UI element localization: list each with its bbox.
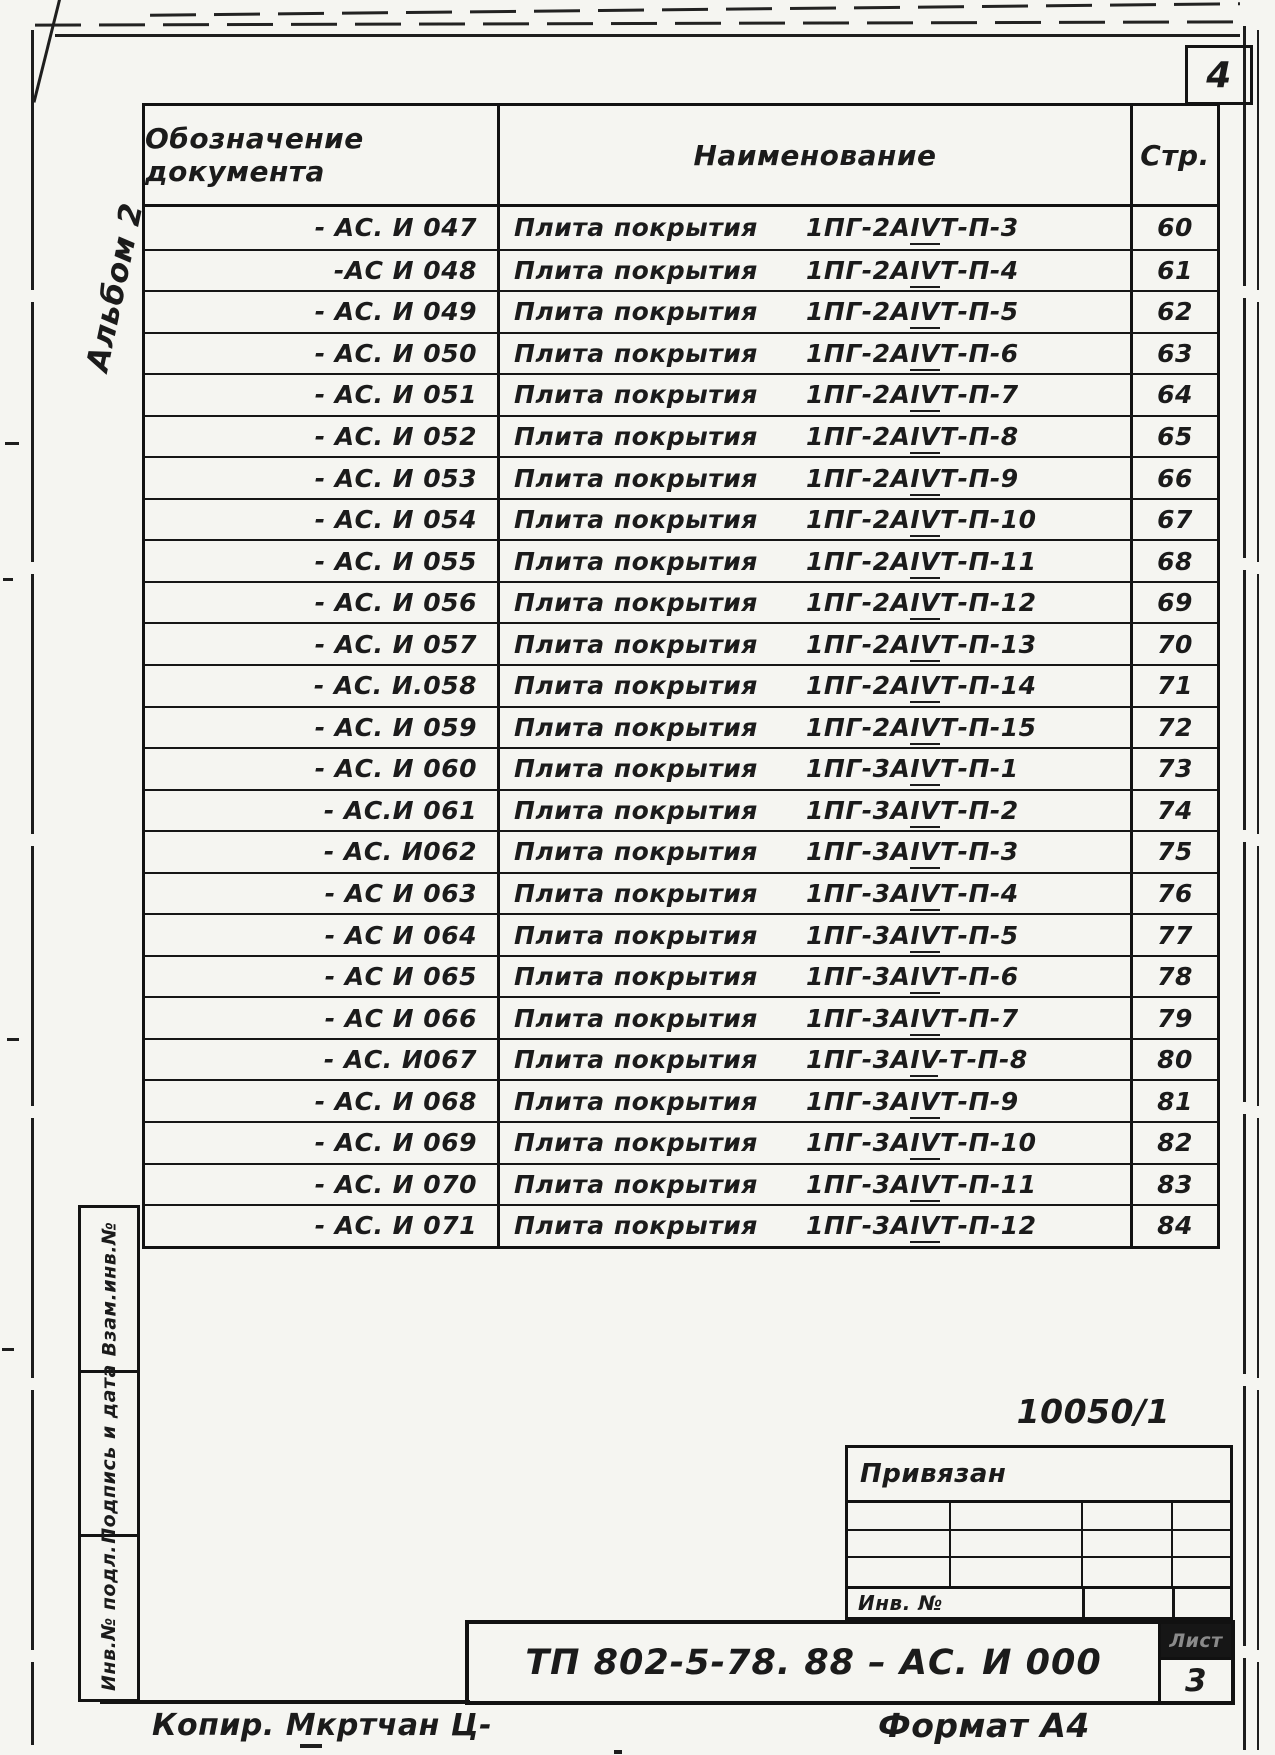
mark-prefix: 1ПГ-2А	[806, 422, 911, 451]
page-cell: 65	[1157, 422, 1193, 451]
privyazan-cell: Привязан	[848, 1448, 1230, 1503]
mark-suffix: Т-П-11	[940, 1169, 1037, 1199]
table-row	[145, 1079, 1217, 1121]
designation-cell: - АС. И 055	[145, 541, 500, 581]
page-cell: 75	[1157, 837, 1193, 867]
mark-suffix: Т-П-10	[940, 1128, 1037, 1158]
name-cell	[500, 207, 1133, 249]
page-cell: 70	[1157, 629, 1193, 659]
page-cell: 72	[1157, 712, 1193, 742]
document-title: ТП 802-5-78. 88 – АС. И 000	[525, 1642, 1102, 1683]
table-row	[145, 498, 1217, 540]
mark-roman: IV	[910, 256, 940, 288]
page-cell: 63	[1157, 338, 1193, 368]
plate-mark	[806, 962, 1019, 991]
page-cell: 74	[1157, 795, 1193, 825]
page-cell: 64	[1157, 380, 1193, 410]
stamp-grid-cell	[848, 1558, 951, 1586]
designation-cell: - АС. И 054	[145, 500, 500, 540]
top-scratch-line-2	[35, 20, 1245, 26]
stamp-cell-inv-label: Инв.№ подл.	[98, 1545, 120, 1692]
mark-prefix: 1ПГ-3А	[806, 920, 911, 950]
plate-name: Плита покрытия	[514, 671, 758, 701]
corner-number: 10050/1	[1016, 1392, 1170, 1431]
name-cell	[500, 583, 1133, 623]
designation-cell: - АС. И 060	[145, 749, 500, 789]
designation-cell: - АС. И 051	[145, 375, 500, 415]
mark-prefix: 1ПГ-3А	[806, 795, 911, 825]
mark-suffix: Т-П-11	[940, 546, 1037, 576]
plate-mark	[806, 1004, 1019, 1033]
table-row	[145, 456, 1217, 498]
mark-suffix: Т-П-9	[940, 1086, 1019, 1116]
page-cell: 81	[1157, 1086, 1193, 1116]
stamp-grid-cell	[1083, 1558, 1173, 1586]
page-cell: 84	[1157, 1211, 1193, 1241]
mark-prefix: 1ПГ-2А	[806, 505, 911, 535]
mark-suffix: Т-П-12	[940, 588, 1037, 618]
mark-suffix: Т-П-1	[940, 754, 1019, 784]
designation-cell: - АС И 063	[145, 874, 500, 914]
page-cell: 68	[1157, 546, 1193, 576]
mark-suffix: Т-П-3	[940, 837, 1019, 867]
corner-diagonal-mark	[32, 0, 62, 103]
header-designation: Обозначение документа	[145, 106, 500, 204]
plate-name: Плита покрытия	[514, 1211, 758, 1241]
mark-suffix: Т-П-2	[940, 795, 1019, 825]
plate-mark	[806, 1087, 1019, 1116]
mark-suffix: Т-П-6	[940, 962, 1019, 992]
page-cell: 76	[1157, 879, 1193, 909]
plate-name: Плита покрытия	[514, 505, 758, 535]
name-cell	[500, 334, 1133, 374]
page-cell: 83	[1157, 1169, 1193, 1199]
page-cell: 78	[1157, 962, 1193, 992]
plate-mark	[806, 297, 1019, 326]
plate-name: Плита покрытия	[514, 546, 758, 576]
stamp-grid	[848, 1503, 1230, 1589]
name-cell	[500, 1081, 1133, 1121]
top-scratch-line-1	[150, 2, 1240, 16]
designation-cell: - АС И 065	[145, 957, 500, 997]
plate-name: Плита покрытия	[514, 588, 758, 618]
page-cell: 80	[1157, 1045, 1193, 1075]
name-cell	[500, 458, 1133, 498]
table-row	[145, 290, 1217, 332]
plate-name: Плита покрытия	[514, 795, 758, 825]
designation-cell: - АС.И 061	[145, 791, 500, 831]
plate-name: Плита покрытия	[514, 1169, 758, 1199]
stamp-grid-cell	[848, 1503, 951, 1531]
mark-roman: IV	[910, 422, 940, 454]
plate-name: Плита покрытия	[514, 422, 758, 451]
plate-mark	[806, 921, 1019, 950]
plate-mark	[806, 213, 1019, 242]
designation-cell: - АС. И 053	[145, 458, 500, 498]
table-row	[145, 581, 1217, 623]
name-cell	[500, 1206, 1133, 1246]
name-cell	[500, 251, 1133, 291]
plate-mark	[806, 422, 1019, 451]
mark-roman: IV	[910, 671, 940, 703]
margin-tick-1	[5, 442, 19, 445]
mark-suffix: Т-П-4	[940, 879, 1019, 909]
plate-name: Плита покрытия	[514, 1003, 758, 1033]
page-cell: 66	[1157, 463, 1193, 493]
designation-cell: - АС. И 049	[145, 292, 500, 332]
name-cell	[500, 500, 1133, 540]
stamp-grid-cell	[1173, 1531, 1230, 1559]
table-row	[145, 1038, 1217, 1080]
mark-prefix: 1ПГ-3А	[806, 1128, 911, 1158]
document-table	[142, 103, 1220, 1249]
plate-name: Плита покрытия	[514, 629, 758, 659]
plate-mark	[806, 380, 1019, 409]
plate-mark	[806, 630, 1037, 659]
table-header-row	[145, 106, 1217, 207]
plate-name: Плита покрытия	[514, 213, 758, 243]
designation-cell: - АС. И 070	[145, 1165, 500, 1205]
stamp-grid-cell	[951, 1531, 1083, 1559]
mark-prefix: 1ПГ-2А	[806, 380, 911, 410]
mark-prefix: 1ПГ-3А	[806, 879, 911, 909]
mark-prefix: 1ПГ-3А	[806, 837, 911, 867]
name-cell	[500, 666, 1133, 706]
mark-suffix: Т-П-6	[940, 338, 1019, 368]
mark-prefix: 1ПГ-2А	[806, 588, 911, 618]
bottom-mark-1	[300, 1744, 322, 1748]
mark-roman: IV	[910, 339, 940, 371]
plate-name: Плита покрытия	[514, 338, 758, 368]
mark-prefix: 1ПГ-2А	[806, 546, 911, 576]
mark-prefix: 1ПГ-2А	[806, 629, 911, 659]
plate-mark	[806, 464, 1019, 493]
page-cell: 62	[1157, 297, 1193, 327]
mark-roman: IV	[910, 213, 940, 245]
name-cell	[500, 292, 1133, 332]
inv-number-row	[848, 1589, 1230, 1617]
format-note: Формат А4	[878, 1706, 1090, 1745]
mark-roman: IV	[910, 588, 940, 620]
header-page: Стр.	[1140, 138, 1210, 172]
plate-mark	[806, 1128, 1037, 1157]
designation-cell: - АС. И 071	[145, 1206, 500, 1246]
mark-suffix: Т-П-15	[940, 712, 1037, 742]
mark-roman: IV	[910, 754, 940, 786]
right-frame-line-inner	[1257, 30, 1259, 1750]
mark-suffix: Т-П-4	[940, 255, 1019, 285]
mark-suffix: Т-П-5	[940, 920, 1019, 950]
right-frame-line-outer	[1243, 26, 1246, 1750]
mark-suffix: Т-П-8	[940, 422, 1019, 451]
table-row	[145, 830, 1217, 872]
page-cell: 61	[1157, 255, 1193, 285]
plate-name: Плита покрытия	[514, 255, 758, 285]
mark-roman: IV	[910, 1004, 940, 1036]
mark-roman: IV	[910, 1087, 940, 1119]
designation-cell: - АС. И 068	[145, 1081, 500, 1121]
plate-mark	[806, 588, 1037, 617]
stamp-grid-cell	[1173, 1503, 1230, 1531]
table-rows	[145, 207, 1217, 1246]
table-row	[145, 996, 1217, 1038]
page-number: 4	[1206, 54, 1232, 96]
top-frame-line	[55, 34, 1240, 37]
table-row	[145, 622, 1217, 664]
stamp-grid-cell	[951, 1503, 1083, 1531]
stamp-grid-cell	[951, 1558, 1083, 1586]
mark-prefix: 1ПГ-3А	[806, 1045, 911, 1075]
mark-prefix: 1ПГ-3А	[806, 1211, 911, 1241]
designation-cell: - АС. И 050	[145, 334, 500, 374]
table-row	[145, 664, 1217, 706]
copier-note: Копир. Мкртчан Ц-	[152, 1708, 493, 1743]
inv-number-label: Инв. №	[858, 1591, 943, 1615]
plate-mark	[806, 505, 1037, 534]
designation-cell: - АС. И067	[145, 1040, 500, 1080]
table-row	[145, 955, 1217, 997]
table-row	[145, 747, 1217, 789]
designation-cell: - АС. И062	[145, 832, 500, 872]
stamp-cell-vzam-label: Взам.инв.№	[98, 1221, 121, 1357]
name-cell	[500, 874, 1133, 914]
album-label: Альбом 2	[79, 199, 151, 375]
table-row	[145, 789, 1217, 831]
stamp-cell-podpis	[81, 1363, 137, 1544]
table-row	[145, 415, 1217, 457]
table-row	[145, 913, 1217, 955]
bottom-mark-2	[614, 1750, 622, 1754]
plate-name: Плита покрытия	[514, 962, 758, 992]
table-row	[145, 872, 1217, 914]
mark-roman: IV	[910, 837, 940, 869]
mark-suffix: Т-П-10	[940, 505, 1037, 535]
page-number-box	[1185, 45, 1253, 105]
name-cell	[500, 957, 1133, 997]
name-cell	[500, 1165, 1133, 1205]
name-cell	[500, 915, 1133, 955]
mark-prefix: 1ПГ-3А	[806, 1003, 911, 1033]
mark-prefix: 1ПГ-2А	[806, 338, 911, 368]
mark-suffix: Т-П-14	[940, 671, 1037, 701]
page-cell: 79	[1157, 1003, 1193, 1033]
stamp-grid-cell	[848, 1531, 951, 1559]
mark-prefix: 1ПГ-3А	[806, 1169, 911, 1199]
sheet-cell	[1158, 1624, 1231, 1701]
title-bar	[465, 1620, 1235, 1705]
mark-suffix: Т-П-7	[940, 380, 1019, 410]
plate-mark	[806, 1170, 1037, 1199]
page-cell: 71	[1157, 671, 1193, 701]
plate-mark	[806, 713, 1037, 742]
plate-mark	[806, 879, 1019, 908]
left-stamp-strip	[78, 1205, 140, 1702]
table-row	[145, 1204, 1217, 1246]
mark-roman: IV	[910, 505, 940, 537]
page-cell: 73	[1157, 754, 1193, 784]
sheet-number: 3	[1184, 1662, 1208, 1699]
table-row	[145, 706, 1217, 748]
plate-name: Плита покрытия	[514, 1086, 758, 1116]
mark-roman: IV	[910, 1170, 940, 1202]
mark-prefix: 1ПГ-2А	[806, 463, 911, 493]
mark-roman: IV	[910, 713, 940, 745]
plate-mark	[806, 837, 1019, 866]
mark-roman: IV	[910, 547, 940, 579]
mark-roman: IV	[910, 630, 940, 662]
plate-mark	[806, 754, 1019, 783]
stamp-cell-inv	[81, 1534, 137, 1699]
mark-roman: IV	[910, 921, 940, 953]
plate-mark	[806, 339, 1019, 368]
table-row	[145, 1121, 1217, 1163]
name-cell	[500, 998, 1133, 1038]
plate-mark	[806, 671, 1037, 700]
plate-mark	[806, 1045, 1028, 1074]
plate-name: Плита покрытия	[514, 754, 758, 784]
title-bar-left-extension	[100, 1700, 470, 1704]
designation-cell: - АС. И 056	[145, 583, 500, 623]
designation-cell: - АС И 064	[145, 915, 500, 955]
stamp-grid-cell	[1173, 1558, 1230, 1586]
mark-prefix: 1ПГ-2А	[806, 671, 911, 701]
mark-roman: IV	[910, 297, 940, 329]
margin-tick-2	[3, 578, 13, 581]
name-cell	[500, 541, 1133, 581]
name-cell	[500, 1040, 1133, 1080]
mark-prefix: 1ПГ-2А	[806, 213, 911, 243]
page-cell: 82	[1157, 1128, 1193, 1158]
mark-roman: IV	[910, 1045, 938, 1077]
mark-suffix: -Т-П-8	[938, 1045, 1028, 1075]
name-cell	[500, 832, 1133, 872]
name-cell	[500, 791, 1133, 831]
table-row	[145, 249, 1217, 291]
mark-suffix: Т-П-5	[940, 297, 1019, 327]
plate-name: Плита покрытия	[514, 1045, 758, 1075]
designation-cell: - АС. И 069	[145, 1123, 500, 1163]
table-row	[145, 207, 1217, 249]
designation-cell: - АС. И 057	[145, 624, 500, 664]
stamp-grid-cell	[1083, 1503, 1173, 1531]
page-cell: 60	[1157, 213, 1193, 243]
margin-tick-3	[7, 1038, 19, 1041]
mark-prefix: 1ПГ-3А	[806, 962, 911, 992]
sheet-label: Лист	[1161, 1624, 1231, 1660]
designation-cell: - АС И 066	[145, 998, 500, 1038]
plate-mark	[806, 1211, 1037, 1240]
page-cell: 77	[1157, 920, 1193, 950]
mark-roman: IV	[910, 1211, 940, 1243]
table-row	[145, 539, 1217, 581]
mark-prefix: 1ПГ-3А	[806, 754, 911, 784]
stamp-cell-podpis-label: Подпись и дата	[98, 1363, 120, 1544]
mark-roman: IV	[910, 464, 940, 496]
plate-name: Плита покрытия	[514, 837, 758, 867]
mark-prefix: 1ПГ-2А	[806, 712, 911, 742]
name-cell	[500, 749, 1133, 789]
designation-cell: - АС. И 059	[145, 708, 500, 748]
mark-roman: IV	[910, 796, 940, 828]
mark-prefix: 1ПГ-3А	[806, 1086, 911, 1116]
plate-name: Плита покрытия	[514, 297, 758, 327]
designation-cell: - АС. И 047	[145, 207, 500, 249]
mark-prefix: 1ПГ-2А	[806, 297, 911, 327]
name-cell	[500, 708, 1133, 748]
plate-name: Плита покрытия	[514, 920, 758, 950]
left-frame-line	[31, 30, 34, 1745]
mark-suffix: Т-П-9	[940, 463, 1019, 493]
mark-roman: IV	[910, 380, 940, 412]
table-row	[145, 332, 1217, 374]
plate-name: Плита покрытия	[514, 712, 758, 742]
margin-tick-4	[2, 1348, 14, 1351]
name-cell	[500, 624, 1133, 664]
mark-suffix: Т-П-7	[940, 1003, 1019, 1033]
mark-prefix: 1ПГ-2А	[806, 255, 911, 285]
designation-cell: -АС И 048	[145, 251, 500, 291]
mark-roman: IV	[910, 962, 940, 994]
plate-mark	[806, 547, 1037, 576]
plate-name: Плита покрытия	[514, 1128, 758, 1158]
plate-mark	[806, 256, 1019, 285]
page-cell: 69	[1157, 588, 1193, 618]
mark-suffix: Т-П-13	[940, 629, 1037, 659]
plate-name: Плита покрытия	[514, 879, 758, 909]
plate-mark	[806, 796, 1019, 825]
designation-cell: - АС. И.058	[145, 666, 500, 706]
stamp-grid-cell	[1083, 1531, 1173, 1559]
table-row	[145, 1163, 1217, 1205]
stamp-cell-vzam	[81, 1208, 137, 1370]
name-cell	[500, 417, 1133, 457]
page-cell: 67	[1157, 505, 1193, 535]
mark-roman: IV	[910, 879, 940, 911]
table-row	[145, 373, 1217, 415]
header-name: Наименование	[500, 106, 1133, 204]
mark-roman: IV	[910, 1128, 940, 1160]
name-cell	[500, 1123, 1133, 1163]
inv-row-divider-2	[1172, 1589, 1175, 1617]
mark-suffix: Т-П-12	[940, 1211, 1037, 1241]
name-cell	[500, 375, 1133, 415]
mark-suffix: Т-П-3	[940, 213, 1019, 243]
designation-cell: - АС. И 052	[145, 417, 500, 457]
plate-name: Плита покрытия	[514, 463, 758, 493]
stamp-block	[845, 1445, 1233, 1620]
inv-row-divider-1	[1082, 1589, 1085, 1617]
plate-name: Плита покрытия	[514, 380, 758, 410]
